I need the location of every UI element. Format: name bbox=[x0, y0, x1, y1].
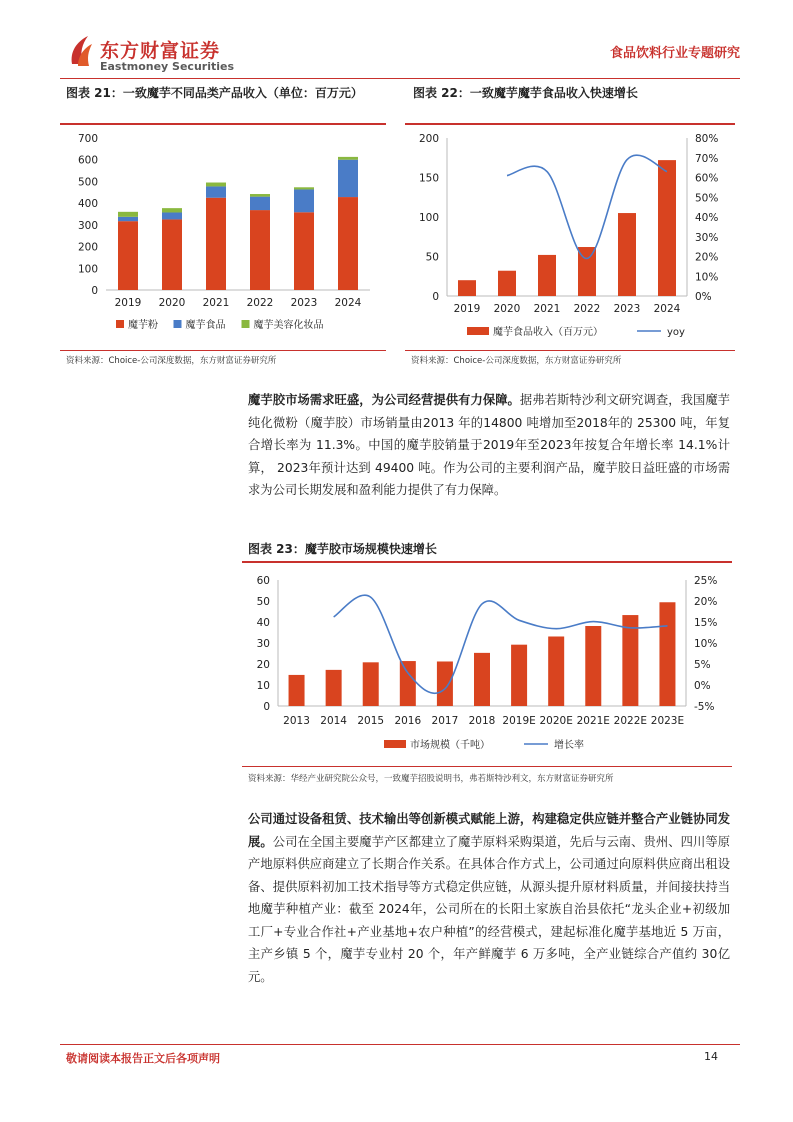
brand-name-cn: 东方财富证券 bbox=[100, 40, 221, 62]
y-left-tick-label: 0 bbox=[263, 701, 270, 713]
paragraph-supply-chain bbox=[248, 808, 730, 988]
y-right-tick-label: 20% bbox=[695, 251, 719, 264]
x-tick-label: 2022E bbox=[613, 715, 648, 727]
bar-segment bbox=[118, 221, 138, 290]
legend-label: 魔芋粉 bbox=[128, 320, 158, 331]
x-tick-label: 2013 bbox=[283, 715, 310, 727]
x-tick-label: 2021 bbox=[202, 297, 230, 309]
x-tick-label: 2023 bbox=[290, 297, 318, 309]
legend-swatch bbox=[467, 327, 489, 335]
legend-swatch bbox=[384, 740, 406, 748]
bar bbox=[548, 636, 564, 706]
legend-label: 魔芋食品 bbox=[185, 320, 226, 331]
legend-swatch bbox=[174, 320, 182, 328]
legend-label: 魔芋美容化妆品 bbox=[253, 320, 324, 331]
y-right-tick-label: 70% bbox=[695, 152, 719, 165]
bar bbox=[585, 626, 601, 706]
y-right-tick-label: 10% bbox=[695, 271, 719, 284]
bar-segment bbox=[206, 198, 226, 290]
bar bbox=[511, 645, 527, 706]
x-tick-label: 2021 bbox=[533, 303, 561, 315]
paragraph-body: 公司在全国主要魔芋产区都建立了魔芋原料采购渠道，先后与云南、贵州、四川等原产地原料供应商建立了长期合作关系。在具体合作方式上，公司通过向原料供应商出租设备、提供原料初加工技术指导等方式稳定供应链，从源头提升原材料质量，并间接扶持当地魔芋种植产业：截至 2024年，公司所在的长阳土家族自治县依托“龙头企业+初级加工厂+专业合作社+产业基地+农户种植”的经营模式，建起标准化魔芋基地近 5 万亩，主产乡镇 5 个，魔芋专业村 20 个，年产鲜魔芋 6 万多吨，全产业链综合产值约 30亿元。 bbox=[248, 834, 730, 984]
legend-swatch bbox=[116, 320, 124, 328]
fig23-chart bbox=[242, 566, 732, 762]
x-tick-label: 2015 bbox=[357, 715, 385, 727]
x-tick-label: 2021E bbox=[576, 715, 610, 727]
bar-segment bbox=[206, 183, 226, 187]
bar-segment bbox=[338, 160, 358, 197]
y-tick-label: 0 bbox=[91, 285, 98, 297]
y-tick-label: 100 bbox=[77, 263, 98, 276]
bar bbox=[400, 661, 416, 706]
y-tick-label: 200 bbox=[77, 241, 98, 254]
bar-segment bbox=[250, 194, 270, 197]
bar bbox=[326, 670, 342, 706]
y-left-tick-label: 50 bbox=[256, 596, 270, 608]
yoy-line bbox=[507, 155, 667, 258]
paragraph-lead: 魔芋胶市场需求旺盛，为公司经营提供有力保障。 bbox=[248, 393, 520, 407]
x-tick-label: 2020 bbox=[158, 297, 186, 309]
y-right-tick-label: 80% bbox=[695, 133, 719, 145]
y-right-tick-label: -5% bbox=[694, 701, 715, 713]
bar-segment bbox=[206, 186, 226, 197]
y-left-tick-label: 50 bbox=[425, 251, 439, 264]
paragraph-konjac-gum-demand bbox=[248, 389, 730, 502]
y-tick-label: 400 bbox=[77, 198, 98, 211]
y-right-tick-label: 10% bbox=[694, 638, 718, 650]
legend-label: yoy bbox=[667, 327, 685, 338]
x-tick-label: 2023E bbox=[650, 715, 685, 727]
bar bbox=[658, 160, 676, 296]
y-right-tick-label: 30% bbox=[695, 231, 719, 244]
bar-segment bbox=[338, 157, 358, 160]
y-right-tick-label: 20% bbox=[694, 596, 718, 608]
fig23-title: 图表 23：魔芋胶市场规模快速增长 bbox=[248, 542, 437, 556]
bar-segment bbox=[118, 217, 138, 221]
fig23-bottom-rule bbox=[242, 766, 732, 767]
eastmoney-logo-icon bbox=[68, 34, 94, 68]
fig23-source: 资料来源：华经产业研究院公众号，一致魔芋招股说明书，弗若斯特沙利文，东方财富证券研究所 bbox=[248, 774, 614, 784]
bar bbox=[458, 280, 476, 296]
y-left-tick-label: 40 bbox=[256, 617, 270, 629]
y-left-tick-label: 100 bbox=[418, 212, 439, 224]
bar-segment bbox=[250, 197, 270, 210]
paragraph-body: 据弗若斯特沙利文研究调查，我国魔芋纯化微粉（魔芋胶）市场销量由2013 年的14800 吨增加至2018年的 25300 吨，年复合增长率为 11.3%。中国的魔芋胶销量于2019年至2023年按复合年增长率 14.1%计算， 2023年预计达到 49400 吨。作为公司的主要利润产品，魔芋胶日益旺盛的市场需求为公司长期发展和盈利能力提供了有力保障。 bbox=[248, 393, 730, 497]
y-left-tick-label: 150 bbox=[418, 172, 439, 185]
x-tick-label: 2022 bbox=[573, 303, 601, 315]
footer-disclaimer: 敬请阅读本报告正文后各项声明 bbox=[66, 1052, 220, 1065]
page-number: 14 bbox=[704, 1050, 718, 1063]
legend-label: 魔芋食品收入（百万元） bbox=[493, 327, 603, 338]
bar bbox=[289, 675, 305, 706]
page-header bbox=[60, 28, 740, 80]
y-tick-label: 500 bbox=[77, 176, 98, 189]
footer-divider bbox=[60, 1044, 740, 1045]
bar bbox=[437, 661, 453, 706]
bar bbox=[474, 653, 490, 706]
fig22-title: 图表 22：一致魔芋魔芋食品收入快速增长 bbox=[413, 86, 638, 100]
y-right-tick-label: 0% bbox=[695, 291, 712, 303]
y-left-tick-label: 10 bbox=[256, 680, 270, 692]
y-right-tick-label: 50% bbox=[695, 192, 719, 205]
x-tick-label: 2018 bbox=[468, 715, 496, 727]
y-right-tick-label: 5% bbox=[694, 659, 711, 671]
y-tick-label: 300 bbox=[77, 219, 98, 232]
fig23-top-rule bbox=[242, 561, 732, 563]
legend-swatch bbox=[242, 320, 250, 328]
x-tick-label: 2020E bbox=[539, 715, 573, 727]
bar bbox=[363, 662, 379, 706]
y-right-tick-label: 60% bbox=[695, 172, 719, 185]
bar-segment bbox=[294, 212, 314, 290]
fig22-top-rule bbox=[405, 123, 735, 125]
x-tick-label: 2020 bbox=[493, 303, 521, 315]
fig22-bottom-rule bbox=[405, 350, 735, 351]
legend-label: 市场规模（千吨） bbox=[410, 740, 490, 751]
fig21-title: 图表 21：一致魔芋不同品类产品收入（单位：百万元） bbox=[66, 86, 363, 100]
fig22-chart bbox=[405, 128, 735, 346]
header-divider bbox=[60, 78, 740, 79]
brand-name-en: Eastmoney Securities bbox=[100, 60, 235, 73]
bar-segment bbox=[294, 187, 314, 189]
x-tick-label: 2014 bbox=[320, 715, 348, 727]
bar-segment bbox=[294, 189, 314, 212]
fig21-source: 资料来源：Choice-公司深度数据，东方财富证券研究所 bbox=[66, 356, 277, 366]
bar bbox=[498, 271, 516, 296]
x-tick-label: 2019 bbox=[114, 297, 142, 309]
fig22-source: 资料来源：Choice-公司深度数据，东方财富证券研究所 bbox=[411, 356, 622, 366]
growth-rate-line bbox=[334, 595, 668, 693]
y-tick-label: 600 bbox=[77, 154, 98, 167]
legend-label: 增长率 bbox=[554, 740, 584, 751]
bar-segment bbox=[162, 208, 182, 212]
y-left-tick-label: 60 bbox=[256, 575, 270, 587]
report-type: 食品饮料行业专题研究 bbox=[609, 46, 740, 61]
y-right-tick-label: 25% bbox=[694, 575, 718, 587]
bar-segment bbox=[162, 219, 182, 290]
y-left-tick-label: 0 bbox=[432, 291, 439, 303]
x-tick-label: 2016 bbox=[394, 715, 422, 727]
x-tick-label: 2024 bbox=[653, 303, 681, 315]
x-tick-label: 2023 bbox=[613, 303, 641, 315]
bar bbox=[538, 255, 556, 296]
fig21-chart bbox=[60, 128, 386, 346]
x-tick-label: 2024 bbox=[334, 297, 362, 309]
y-left-tick-label: 20 bbox=[256, 659, 270, 671]
x-tick-label: 2022 bbox=[246, 297, 274, 309]
bar-segment bbox=[162, 212, 182, 219]
paragraph-lead: 公司通过设备租赁、技术输出等创新模式赋能上游，构建稳定供应链并整合产业链协同发展。 bbox=[248, 812, 730, 849]
bar-segment bbox=[338, 197, 358, 290]
y-right-tick-label: 15% bbox=[694, 617, 718, 629]
x-tick-label: 2019 bbox=[453, 303, 481, 315]
y-left-tick-label: 200 bbox=[418, 133, 439, 145]
bar bbox=[618, 213, 636, 296]
fig21-top-rule bbox=[60, 123, 386, 125]
y-tick-label: 700 bbox=[77, 133, 98, 145]
bar-segment bbox=[118, 212, 138, 217]
y-right-tick-label: 40% bbox=[695, 212, 719, 224]
y-left-tick-label: 30 bbox=[256, 638, 270, 650]
fig21-bottom-rule bbox=[60, 350, 386, 351]
bar-segment bbox=[250, 210, 270, 290]
bar bbox=[659, 602, 675, 706]
x-tick-label: 2017 bbox=[431, 715, 459, 727]
y-right-tick-label: 0% bbox=[694, 680, 711, 692]
x-tick-label: 2019E bbox=[502, 715, 536, 727]
